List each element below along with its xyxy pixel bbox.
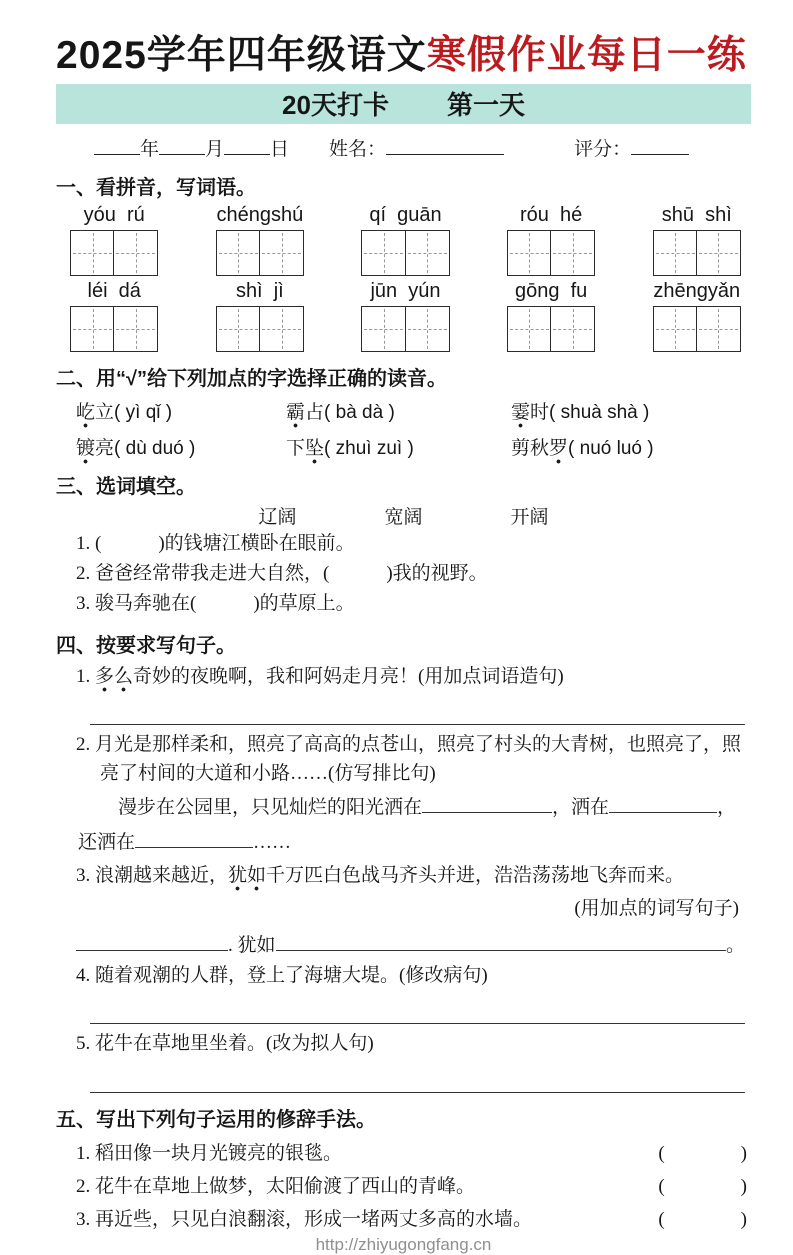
dotted-word: 犹如 <box>228 865 266 891</box>
pinyin-label: léi dá <box>87 279 141 302</box>
section-2-number: 二、 <box>56 367 96 390</box>
word-post: 占 <box>305 401 325 423</box>
sentence-item-2-fill-line-1 <box>118 793 751 822</box>
item-text: 千万匹白色战马齐头并进，浩浩荡荡地飞奔而来。 <box>266 865 685 887</box>
grid-cell <box>259 230 304 276</box>
name-label: 姓名： <box>329 138 387 160</box>
inline-blank <box>135 828 253 848</box>
sentence-item-3 <box>76 862 751 891</box>
blank-month <box>159 135 205 155</box>
sentence-text: 再近些，只见白浪翻滚，形成一堵两丈多高的水墙。 <box>95 1208 533 1230</box>
sentence-item-4 <box>76 962 751 991</box>
pronunciation-item <box>286 433 511 460</box>
blank-day <box>224 135 270 155</box>
writing-grid <box>216 306 304 352</box>
item-text: 随着观潮的人群，登上了海塘大堤。(修改病句) <box>95 964 488 986</box>
dotted-char: 罗 <box>549 438 568 464</box>
item-number: 1. <box>76 1142 91 1164</box>
inline-blank <box>422 793 552 813</box>
grid-cell <box>507 306 552 352</box>
grid-cell <box>70 230 115 276</box>
fill-text: …… <box>253 831 292 853</box>
answer-line <box>90 705 745 725</box>
rhetoric-item <box>76 1138 751 1165</box>
subtitle-day-label: 第一天 <box>446 90 525 121</box>
item-text: 骏马奔驰在( )的草原上。 <box>95 592 355 614</box>
item-text: 浪潮越来越近， <box>95 865 229 887</box>
item-number: 2. <box>76 1175 91 1197</box>
rhetoric-item <box>76 1204 751 1231</box>
word-bank-option: 辽阔 <box>258 506 297 528</box>
writing-grid <box>507 230 595 276</box>
dotted-char: 屹 <box>76 402 95 428</box>
section-5-number: 五、 <box>56 1108 96 1131</box>
pinyin-label: yóu rú <box>83 203 145 226</box>
pinyin-word-block <box>216 204 304 276</box>
answer-paren: ( ) <box>658 1142 747 1164</box>
pinyin-row-2 <box>70 280 741 352</box>
pronunciation-grid <box>76 397 751 460</box>
pinyin-options: ( dù duó ) <box>114 437 196 459</box>
instruction-note: (用加点的词写句子) <box>574 897 739 919</box>
section-4-number: 四、 <box>56 634 96 657</box>
pinyin-label: qí guān <box>369 203 442 226</box>
grid-cell <box>507 230 552 276</box>
section-3-heading <box>56 470 751 499</box>
info-line <box>94 134 751 161</box>
item-number: 1. <box>76 532 91 554</box>
writing-grid <box>216 230 304 276</box>
sentence-item-5 <box>76 1030 751 1059</box>
word-post: 时 <box>530 401 550 423</box>
pinyin-word-block <box>361 280 449 352</box>
item-text <box>76 1204 532 1231</box>
pinyin-options: ( yì qǐ ) <box>114 401 173 423</box>
pinyin-label: shì jì <box>235 279 284 302</box>
pinyin-label: chéngshú <box>216 203 304 226</box>
answer-line <box>90 1004 745 1024</box>
grid-cell <box>405 230 450 276</box>
item-number: 2. <box>76 562 91 584</box>
pinyin-options: ( shuà shà ) <box>549 401 650 423</box>
pinyin-label: jūn yún <box>370 279 441 302</box>
pinyin-label: róu hé <box>519 203 583 226</box>
item-text: 奇妙的夜晚啊，我和阿妈走月亮！(用加点词语造句) <box>133 665 564 687</box>
grid-cell <box>361 306 406 352</box>
word-pre: 下 <box>286 437 306 459</box>
section-3-number: 三、 <box>56 475 96 498</box>
item-number: 1. <box>76 665 91 687</box>
item-text: 月光是那样柔和，照亮了高高的点苍山，照亮了村头的大青树，也照亮了，照亮了村间的大道和小路……(仿写排比句) <box>95 734 742 784</box>
grid-cell <box>259 306 304 352</box>
inline-blank <box>76 931 228 951</box>
pinyin-word-block <box>653 204 741 276</box>
item-number: 3. <box>76 1208 91 1230</box>
pronunciation-item <box>76 433 286 460</box>
blank-score <box>631 135 689 155</box>
sentence-text: 稻田像一块月光镀亮的银毯。 <box>95 1142 343 1164</box>
pinyin-word-block <box>361 204 449 276</box>
writing-grid <box>507 306 595 352</box>
pinyin-label: zhēngyǎn <box>653 279 741 302</box>
fill-text: 还洒在 <box>78 831 136 853</box>
section-4-title: 按要求写句子。 <box>96 634 236 657</box>
footer-url[interactable]: http://zhiyugongfang.cn <box>315 1234 492 1254</box>
answer-connector: . 犹如 <box>228 934 276 956</box>
answer-paren: ( ) <box>658 1175 747 1197</box>
grid-cell <box>550 230 595 276</box>
sentence-text: 花牛在草地上做梦，太阳偷渡了西山的青峰。 <box>95 1175 476 1197</box>
subtitle-days-label: 20天打卡 <box>282 90 389 121</box>
fill-text: ，洒在 <box>552 797 610 819</box>
pinyin-word-block <box>653 280 741 352</box>
grid-cell <box>113 306 158 352</box>
item-number: 3. <box>76 865 91 887</box>
grid-cell <box>216 306 261 352</box>
pronunciation-item <box>286 397 511 424</box>
sentence-item-2-fill-line-2 <box>78 828 751 857</box>
section-1-title: 看拼音，写词语。 <box>96 176 256 199</box>
grid-cell <box>550 306 595 352</box>
section-5-heading <box>56 1103 751 1132</box>
item-number: 5. <box>76 1033 91 1055</box>
pinyin-label: shū shì <box>661 203 732 226</box>
fill-text: 漫步在公园里，只见灿烂的阳光洒在 <box>118 797 423 819</box>
writing-grid <box>653 306 741 352</box>
word-pre: 剪秋 <box>511 437 550 459</box>
pinyin-row-1 <box>70 204 741 276</box>
title-grade-part: 2025学年四年级语文 <box>56 34 427 77</box>
answer-period: 。 <box>725 934 745 956</box>
rhetoric-item <box>76 1171 751 1198</box>
writing-grid <box>70 306 158 352</box>
subtitle-band <box>56 84 751 124</box>
pinyin-word-block <box>216 280 304 352</box>
sentence-item-2 <box>76 731 751 788</box>
dotted-char: 坠 <box>305 438 324 464</box>
writing-grid <box>653 230 741 276</box>
item-number: 4. <box>76 964 91 986</box>
inline-blank <box>609 793 717 813</box>
word-bank-option: 宽阔 <box>384 506 423 528</box>
inline-blank <box>276 931 726 951</box>
grid-cell <box>216 230 261 276</box>
section-2-title: 用“√”给下列加点的字选择正确的读音。 <box>96 367 447 390</box>
score-label: 评分： <box>574 138 632 160</box>
section-5-title: 写出下列句子运用的修辞手法。 <box>96 1108 376 1131</box>
grid-cell <box>113 230 158 276</box>
answer-line <box>90 1073 745 1093</box>
dotted-char: 霸 <box>286 402 305 428</box>
word-post: 立 <box>95 401 115 423</box>
answer-line-with-text <box>76 930 745 957</box>
day-label: 日 <box>270 138 290 160</box>
year-label: 年 <box>140 138 160 160</box>
dotted-word: 多么 <box>95 666 133 692</box>
word-post: 亮 <box>95 437 115 459</box>
item-number: 2. <box>76 734 91 756</box>
fill-blank-item <box>76 529 751 559</box>
dotted-char: 霎 <box>511 402 530 428</box>
pronunciation-item <box>511 397 751 424</box>
grid-cell <box>696 306 741 352</box>
grid-cell <box>653 230 698 276</box>
month-label: 月 <box>205 138 225 160</box>
blank-name <box>386 135 504 155</box>
item-number: 3. <box>76 592 91 614</box>
pinyin-label: gōng fu <box>514 279 588 302</box>
item-text: 爸爸经常带我走进大自然，( )我的视野。 <box>95 562 488 584</box>
grid-cell <box>70 306 115 352</box>
grid-cell <box>361 230 406 276</box>
pinyin-options: ( nuó luó ) <box>568 437 654 459</box>
item-text <box>76 1171 475 1198</box>
sentence-item-1 <box>76 663 751 692</box>
writing-grid <box>70 230 158 276</box>
section-4-heading <box>56 629 751 658</box>
word-bank <box>56 502 751 529</box>
pinyin-word-block <box>70 204 158 276</box>
section-1-heading <box>56 171 751 200</box>
writing-grid <box>361 230 449 276</box>
word-bank-option: 开阔 <box>510 506 549 528</box>
blank-year <box>94 135 140 155</box>
pinyin-options: ( zhuì zuì ) <box>324 437 414 459</box>
section-1-number: 一、 <box>56 176 96 199</box>
fill-blank-item <box>76 559 751 589</box>
fill-blank-item <box>76 589 751 619</box>
pinyin-word-block <box>70 280 158 352</box>
grid-cell <box>653 306 698 352</box>
page-title <box>56 34 751 79</box>
pronunciation-item <box>76 397 286 424</box>
answer-paren: ( ) <box>658 1208 747 1230</box>
pinyin-options: ( bà dà ) <box>324 401 395 423</box>
section-3-title: 选词填空。 <box>96 475 196 498</box>
grid-cell <box>696 230 741 276</box>
item-text <box>76 1138 342 1165</box>
pinyin-word-block <box>507 280 595 352</box>
grid-cell <box>405 306 450 352</box>
pinyin-word-block <box>507 204 595 276</box>
pronunciation-item <box>511 433 751 460</box>
item-text: 花牛在草地里坐着。(改为拟人句) <box>95 1033 374 1055</box>
fill-text: ， <box>717 797 737 819</box>
item-text: ( )的钱塘江横卧在眼前。 <box>95 532 355 554</box>
section-2-heading <box>56 362 751 391</box>
dotted-char: 镀 <box>76 438 95 464</box>
title-topic-part: 寒假作业每日一练 <box>426 34 747 77</box>
writing-grid <box>361 306 449 352</box>
